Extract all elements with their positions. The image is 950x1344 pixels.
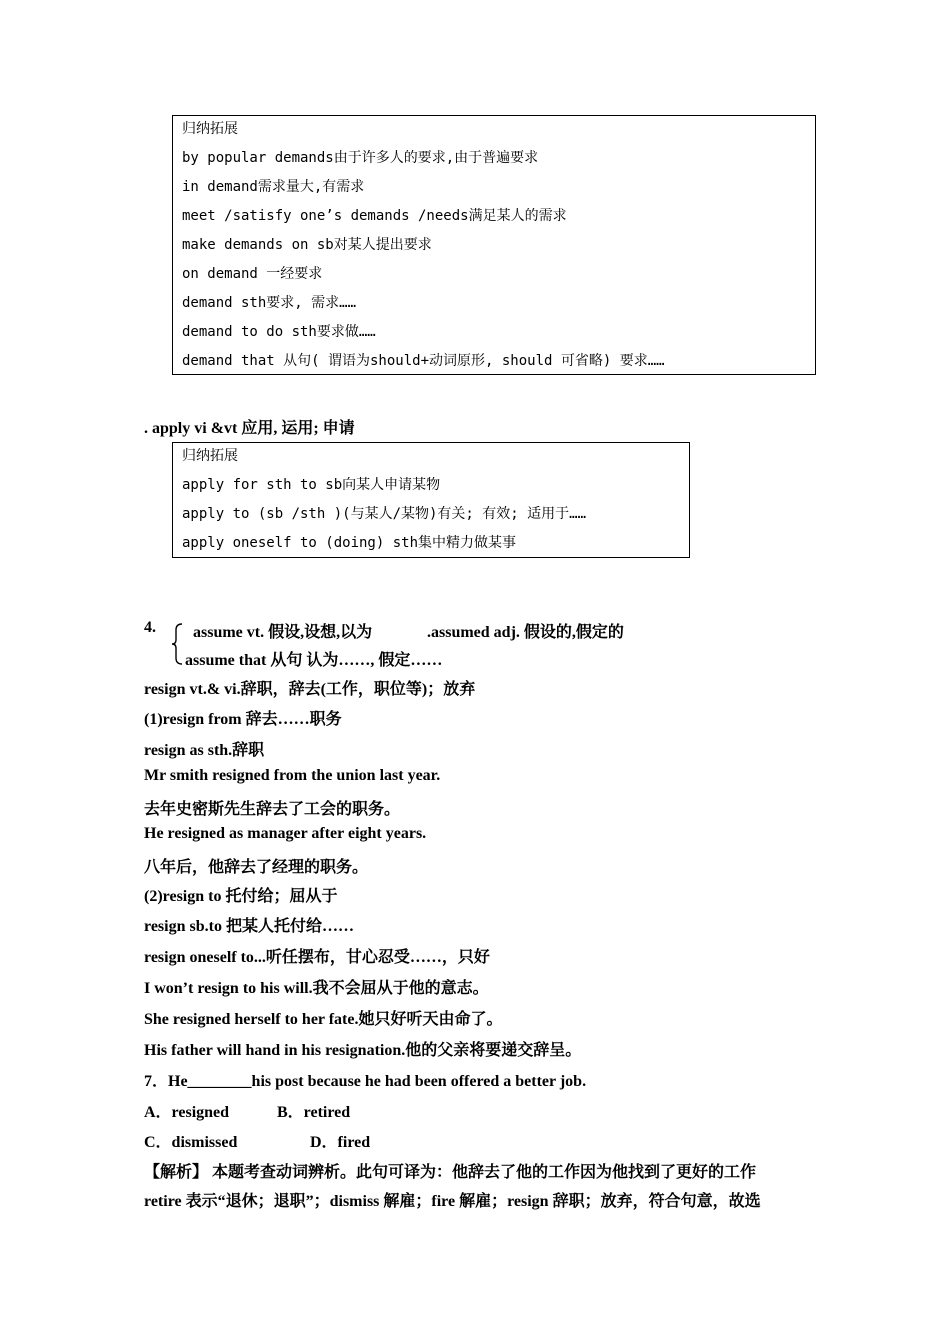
text-line: His father will hand in his resignation.他的父亲将要递交辞呈。	[144, 1042, 582, 1059]
box-heading: 归纳拓展	[182, 121, 238, 137]
phrase-item: demand to do sth要求做……	[182, 324, 376, 340]
box-heading: 归纳拓展	[182, 448, 238, 464]
text-line: resign oneself to...听任摆布，甘心忍受……，只好	[144, 949, 490, 966]
apply-heading: . apply vi &vt 应用, 运用; 申请	[144, 420, 355, 437]
apply-expansion-box	[172, 442, 690, 558]
phrase-item: in demand需求量大,有需求	[182, 179, 365, 195]
text-line: 八年后，他辞去了经理的职务。	[144, 859, 369, 876]
phrase-item: apply for sth to sb向某人申请某物	[182, 477, 441, 493]
question-7: 7．He________his post because he had been offered a better job.	[144, 1073, 587, 1090]
brace-icon	[170, 622, 184, 670]
text-line: 去年史密斯先生辞去了工会的职务。	[144, 801, 401, 818]
text-line: resign vt.& vi.辞职，辞去(工作，职位等)；放弃	[144, 681, 476, 698]
text-line: resign as sth.辞职	[144, 742, 265, 759]
text-line: (1)resign from 辞去……职务	[144, 711, 342, 728]
option-b: B．retired	[277, 1104, 351, 1121]
text-line: I won’t resign to his will.我不会屈从于他的意志。	[144, 980, 489, 997]
assume-number: 4.	[144, 619, 156, 636]
phrase-item: make demands on sb对某人提出要求	[182, 237, 432, 253]
phrase-item: demand sth要求, 需求……	[182, 295, 357, 311]
text-line: He resigned as manager after eight years.	[144, 825, 427, 842]
demand-expansion-box	[172, 115, 816, 375]
analysis-line-1: 【解析】 本题考查动词辨析。此句可译为：他辞去了他的工作因为他找到了更好的工作	[144, 1164, 757, 1181]
phrase-item: apply oneself to (doing) sth集中精力做某事	[182, 535, 517, 551]
option-c: C．dismissed	[144, 1134, 238, 1151]
option-a: A．resigned	[144, 1104, 230, 1121]
phrase-item: apply to (sb /sth )(与某人/某物)有关; 有效; 适用于……	[182, 506, 587, 522]
text-line: She resigned herself to her fate.她只好听天由命了。	[144, 1011, 503, 1028]
phrase-item: demand that 从句( 谓语为should+动词原形, should 可省略) 要求……	[182, 353, 665, 369]
phrase-item: on demand 一经要求	[182, 266, 323, 282]
phrase-item: meet /satisfy one’s demands /needs满足某人的需求	[182, 208, 567, 224]
option-d: D．fired	[310, 1134, 371, 1151]
text-line: resign sb.to 把某人托付给……	[144, 918, 354, 935]
phrase-item: by popular demands由于许多人的要求,由于普遍要求	[182, 150, 539, 166]
assume-line-2: assume that 从句 认为……, 假定……	[185, 652, 443, 669]
text-line: (2)resign to 托付给；屈从于	[144, 888, 338, 905]
analysis-line-2: retire 表示“退休；退职”；dismiss 解雇；fire 解雇；resign 辞职；放弃，符合句意，故选	[144, 1193, 761, 1210]
assume-line-1a: assume vt. 假设,设想,以为	[193, 624, 373, 641]
assume-line-1b: .assumed adj. 假设的,假定的	[427, 624, 624, 641]
text-line: Mr smith resigned from the union last year.	[144, 767, 441, 784]
